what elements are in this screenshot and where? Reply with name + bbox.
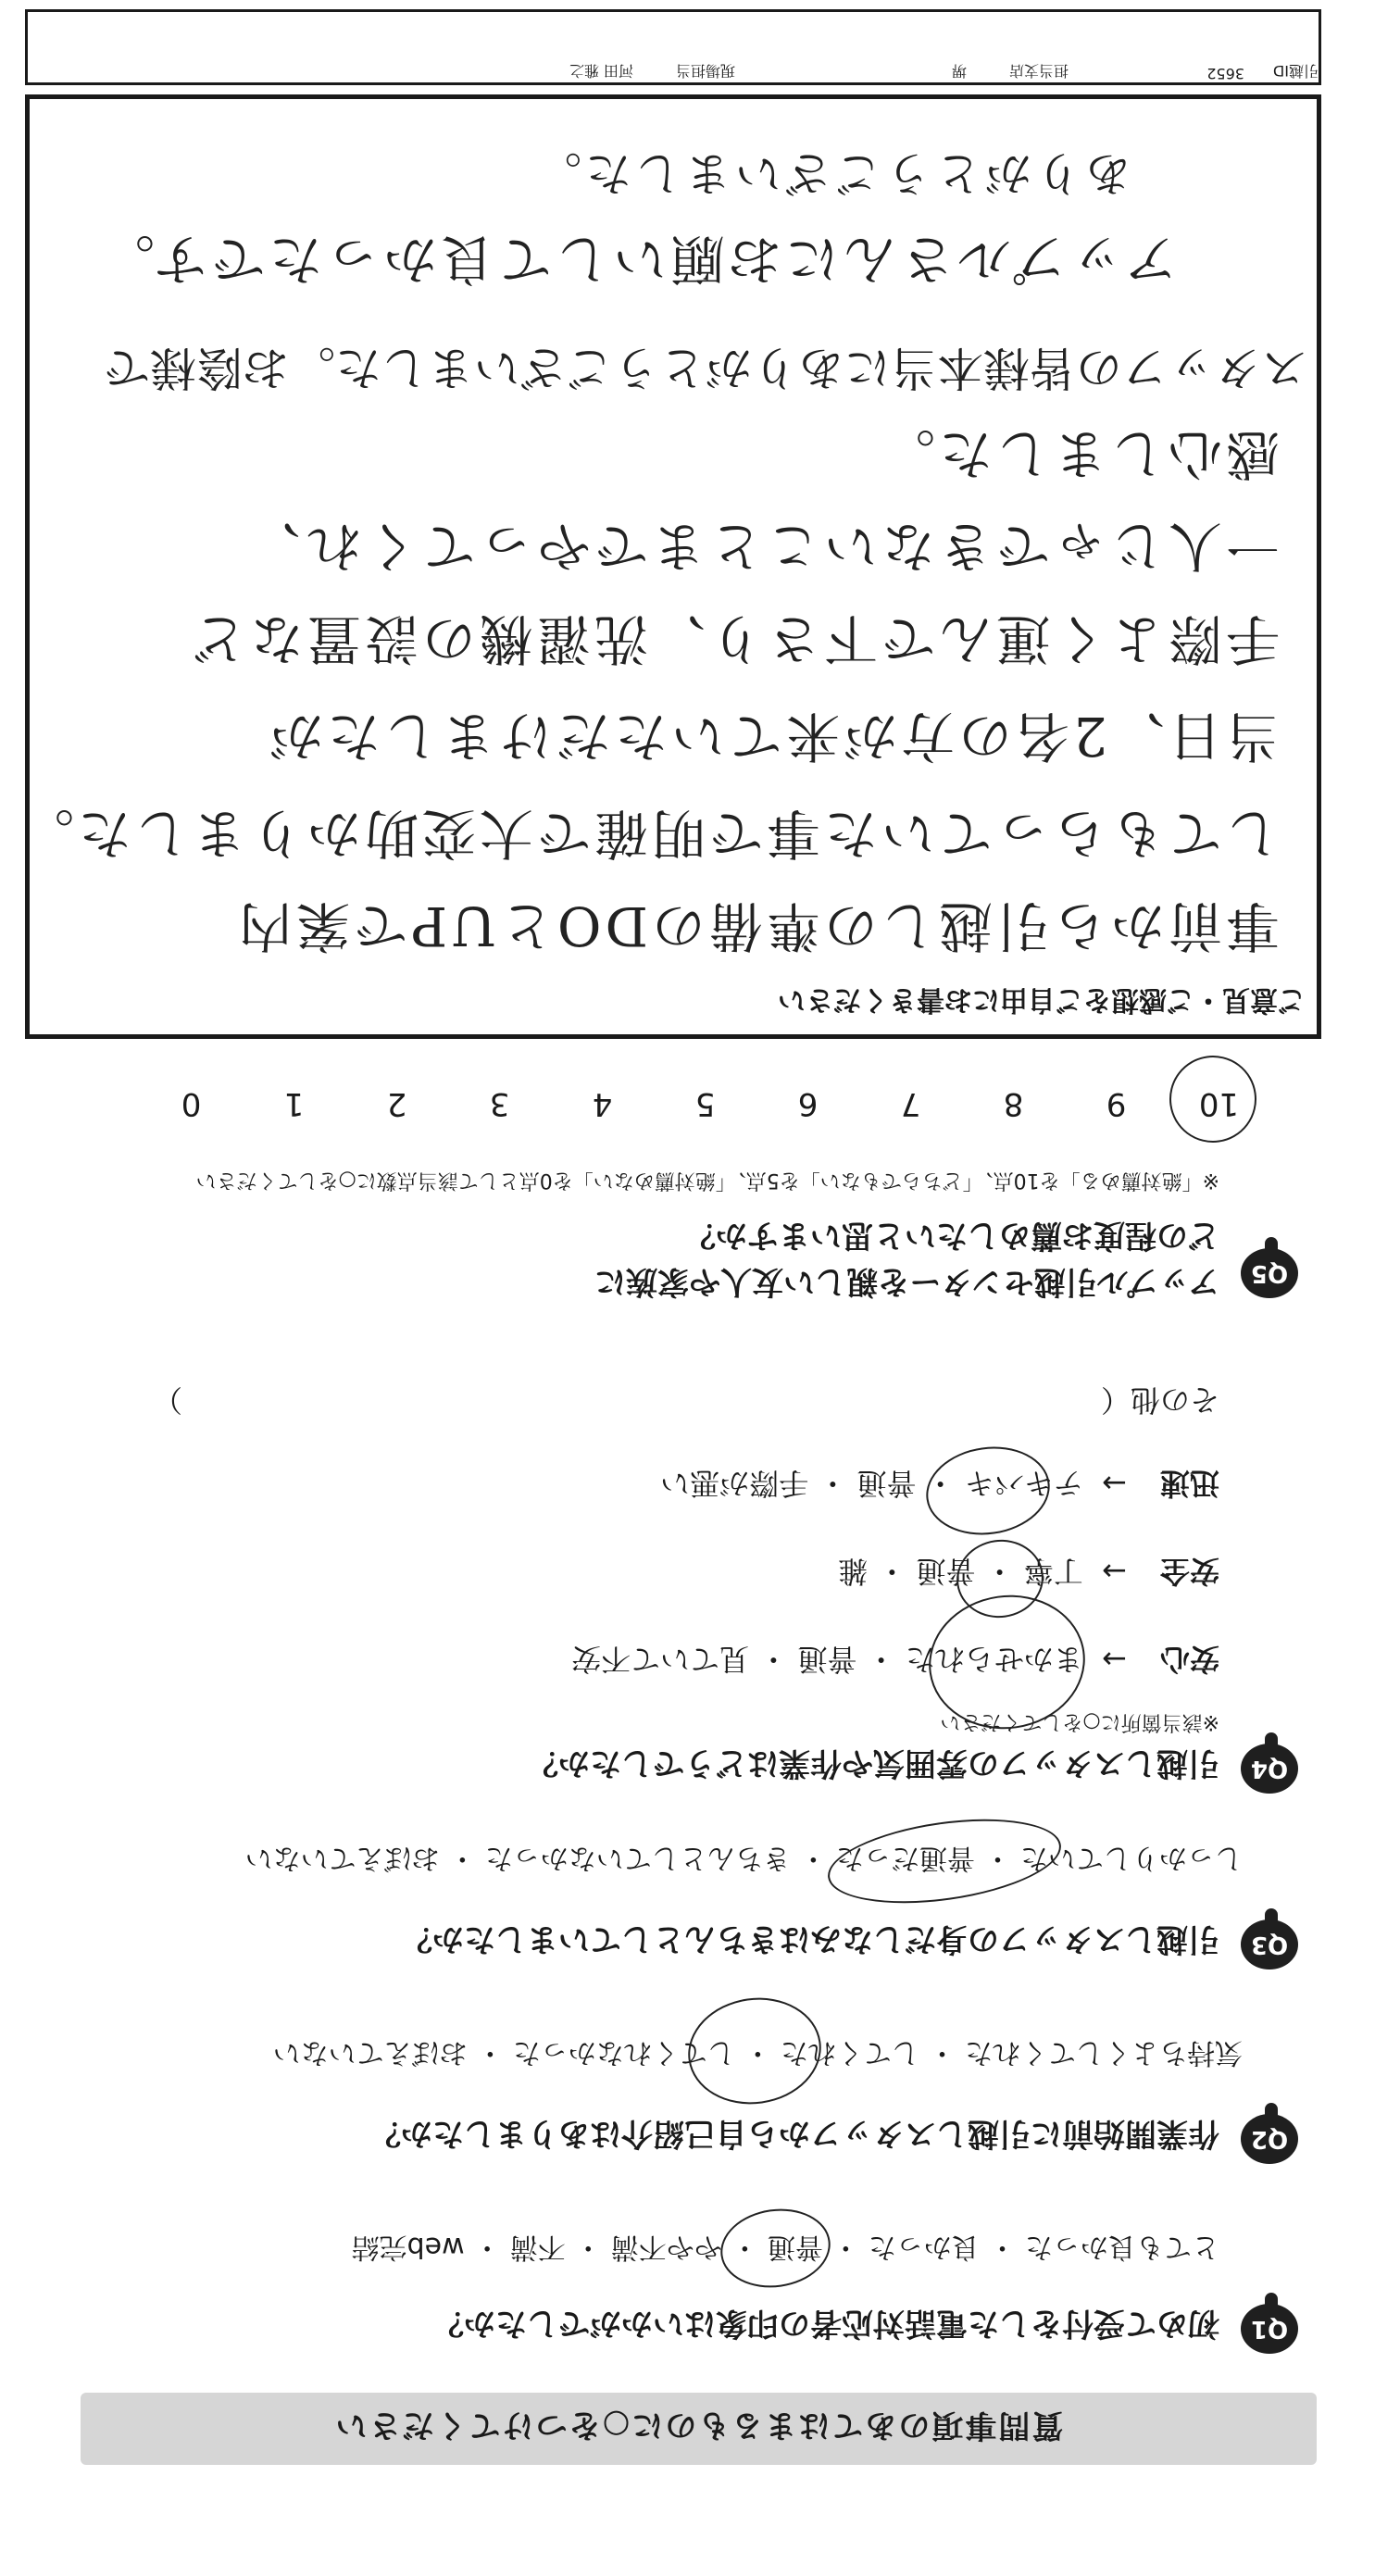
scale-4: 4 [592,1085,613,1122]
scale-7: 7 [900,1085,921,1122]
scale-0: 0 [181,1085,202,1122]
branch-label-cell: 担当支店 [1008,62,1069,80]
instruction-text: 質問事項のあてはまるものに○をつけてください [333,2407,1064,2445]
comment-line-2: してもらっていた事で明確で大変助かりました。 [16,802,1280,865]
q1-badge: Q1 [1241,2304,1298,2354]
q4-note: ※該当箇所に○をしてください [940,1710,1219,1733]
q2-options: 気持ちよくしてくれた ・ してくれた ・ してくれなかった ・ おぼえていない [272,2036,1243,2069]
comment-line-4: 手際よく運んで下さり、洗濯機の設置など [188,607,1280,670]
comment-line-3: 当日、2名の方が来ていただけましたが [266,705,1280,768]
q1-question: 初めて受付をした電話対応者の印象はいかがでしたか？ [432,2305,1219,2342]
q4-row-anshin: 安心→ まかせられた ・ 普通 ・ 見ていて不安 [571,1642,1219,1677]
staff-table [25,9,1321,85]
staff-label-cell: 現場担当 [675,62,735,80]
comment-line-5: 一人じゃできないことまでやってくれ、 [243,515,1280,578]
comment-line-1: 事前から引越しの準備のDOとUPで案内 [235,894,1280,957]
scale-6: 6 [797,1085,819,1122]
id-value-cell: 3652 [1206,65,1244,82]
comments-title: ご意見・ご感想をご自由にお書きください [778,983,1306,1016]
comment-line-6: 感心しました。 [877,422,1280,485]
q2-badge: Q2 [1241,2114,1298,2164]
q5-badge: Q5 [1241,1248,1298,1298]
q4-badge: Q4 [1241,1744,1298,1794]
q1-options: とても良かった ・ 良かった ・ 普通 ・ やや不満 ・ 不満 ・ web完結 [351,2231,1219,2263]
q2-question: 作業開始前に引越しスタッフから自己紹介はありましたか？ [369,2115,1219,2152]
q4-row-jinsoku: 迅速→ テキパキ ・ 普通 ・ 手際が悪い [660,1466,1219,1501]
scale-2: 2 [386,1085,407,1122]
branch-value-cell: 堺 [951,62,967,80]
q5-note: ※「絶対薦める」を10点、「どちらでもない」を5点、「絶対薦めない」を0点として該当点数に○をしてください [195,1169,1219,1192]
q4-jinsoku-circle [920,1439,1056,1543]
q3-question: 引越しスタッフの身だしなみはきちんとしていましたか？ [401,1920,1219,1957]
comments-box [16,94,1321,1039]
scale-3: 3 [489,1085,510,1122]
comment-line-7: スタッフの皆様本当にありがとうございました。お陰様で [104,341,1307,394]
comment-line-9: ありがとうございました。 [531,146,1131,200]
q3-options: しっかりしていた ・ 普通だった ・ きちんとしていなかった ・ おぼえていない [244,1842,1243,1874]
q2-answer-circle [681,1990,828,2113]
q3-answer-circle [822,1807,1066,1917]
scale-9: 9 [1106,1085,1127,1122]
staff-value-cell: 河田 雅之 [569,62,633,80]
q3-badge: Q3 [1241,1919,1298,1970]
q1-answer-circle [716,2202,836,2295]
scale-5: 5 [694,1085,716,1122]
q5-question-line2: どの程度お薦めしたいと思いますか？ [684,1217,1219,1254]
scale-8: 8 [1003,1085,1024,1122]
id-label-cell: 引越ID [1272,62,1319,80]
scale-10: 10 [1198,1085,1240,1122]
comment-line-8: アップルさんにお願いして良かったです。 [97,228,1178,291]
q4-question: 引越しスタッフの雰囲気や作業はどうでしたか？ [527,1744,1219,1782]
instruction-banner [81,2393,1317,2465]
q5-scale [140,1085,1270,1122]
scale-1: 1 [283,1085,305,1122]
q5-question-line1: アップル引越センターを親しい友人や家族に [594,1263,1219,1300]
q5-answer-circle [1164,1050,1262,1148]
q4-row-anzen: 安全→ 丁寧 ・ 普通 ・ 雑 [838,1554,1219,1589]
q4-other: その他（ ） [152,1382,1219,1418]
